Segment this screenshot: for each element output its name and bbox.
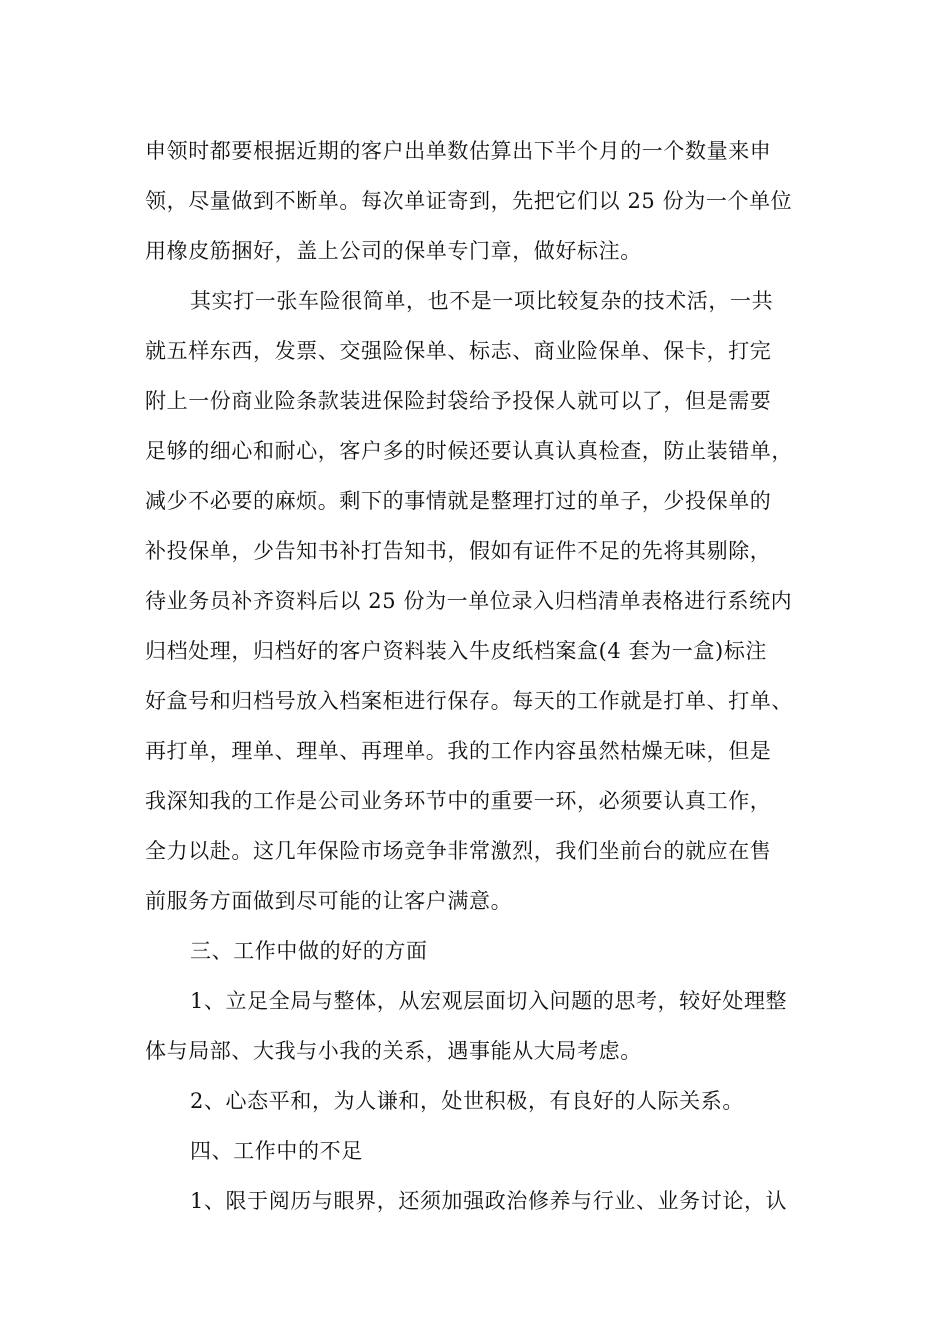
text-line: 待业务员补齐资料后以 25 份为一单位录入归档清单表格进行系统内 — [145, 589, 793, 613]
text-line: 附上一份商业险条款装进保险封袋给予投保人就可以了，但是需要 — [145, 389, 772, 413]
text-line: 补投保单，少告知书补打告知书，假如有证件不足的先将其剔除， — [145, 539, 772, 563]
text-line: 前服务方面做到尽可能的让客户满意。 — [145, 889, 513, 913]
text-line: 2、心态平和，为人谦和，处世积极，有良好的人际关系。 — [190, 1089, 744, 1113]
text-line: 好盒号和归档号放入档案柜进行保存。每天的工作就是打单、打单、 — [145, 689, 793, 713]
text-line: 我深知我的工作是公司业务环节中的重要一环，必须要认真工作， — [145, 789, 772, 813]
text-line: 归档处理，归档好的客户资料装入牛皮纸档案盒(4 套为一盒)标注 — [145, 639, 768, 663]
text-line: 体与局部、大我与小我的关系，遇事能从大局考虑。 — [145, 1039, 642, 1063]
section-heading: 三、工作中做的好的方面 — [190, 939, 428, 963]
text-line: 全力以赴。这几年保险市场竞争非常激烈，我们坐前台的就应在售 — [145, 839, 772, 863]
text-line: 就五样东西，发票、交强险保单、标志、商业险保单、保卡，打完 — [145, 339, 772, 363]
text-line: 1、限于阅历与眼界，还须加强政治修养与行业、业务讨论，认 — [190, 1189, 788, 1213]
text-line: 领，尽量做到不断单。每次单证寄到，先把它们以 25 份为一个单位 — [145, 189, 793, 213]
text-line: 足够的细心和耐心，客户多的时候还要认真认真检查，防止装错单， — [145, 439, 793, 463]
section-heading: 四、工作中的不足 — [190, 1139, 363, 1163]
text-line: 再打单，理单、理单、再理单。我的工作内容虽然枯燥无味，但是 — [145, 739, 772, 763]
text-line: 减少不必要的麻烦。剩下的事情就是整理打过的单子，少投保单的 — [145, 489, 772, 513]
text-line: 用橡皮筋捆好，盖上公司的保单专门章，做好标注。 — [145, 239, 642, 263]
text-line: 1、立足全局与整体，从宏观层面切入问题的思考，较好处理整 — [190, 989, 788, 1013]
text-line: 申领时都要根据近期的客户出单数估算出下半个月的一个数量来申 — [145, 139, 772, 163]
text-line: 其实打一张车险很简单，也不是一项比较复杂的技术活，一共 — [190, 289, 774, 313]
